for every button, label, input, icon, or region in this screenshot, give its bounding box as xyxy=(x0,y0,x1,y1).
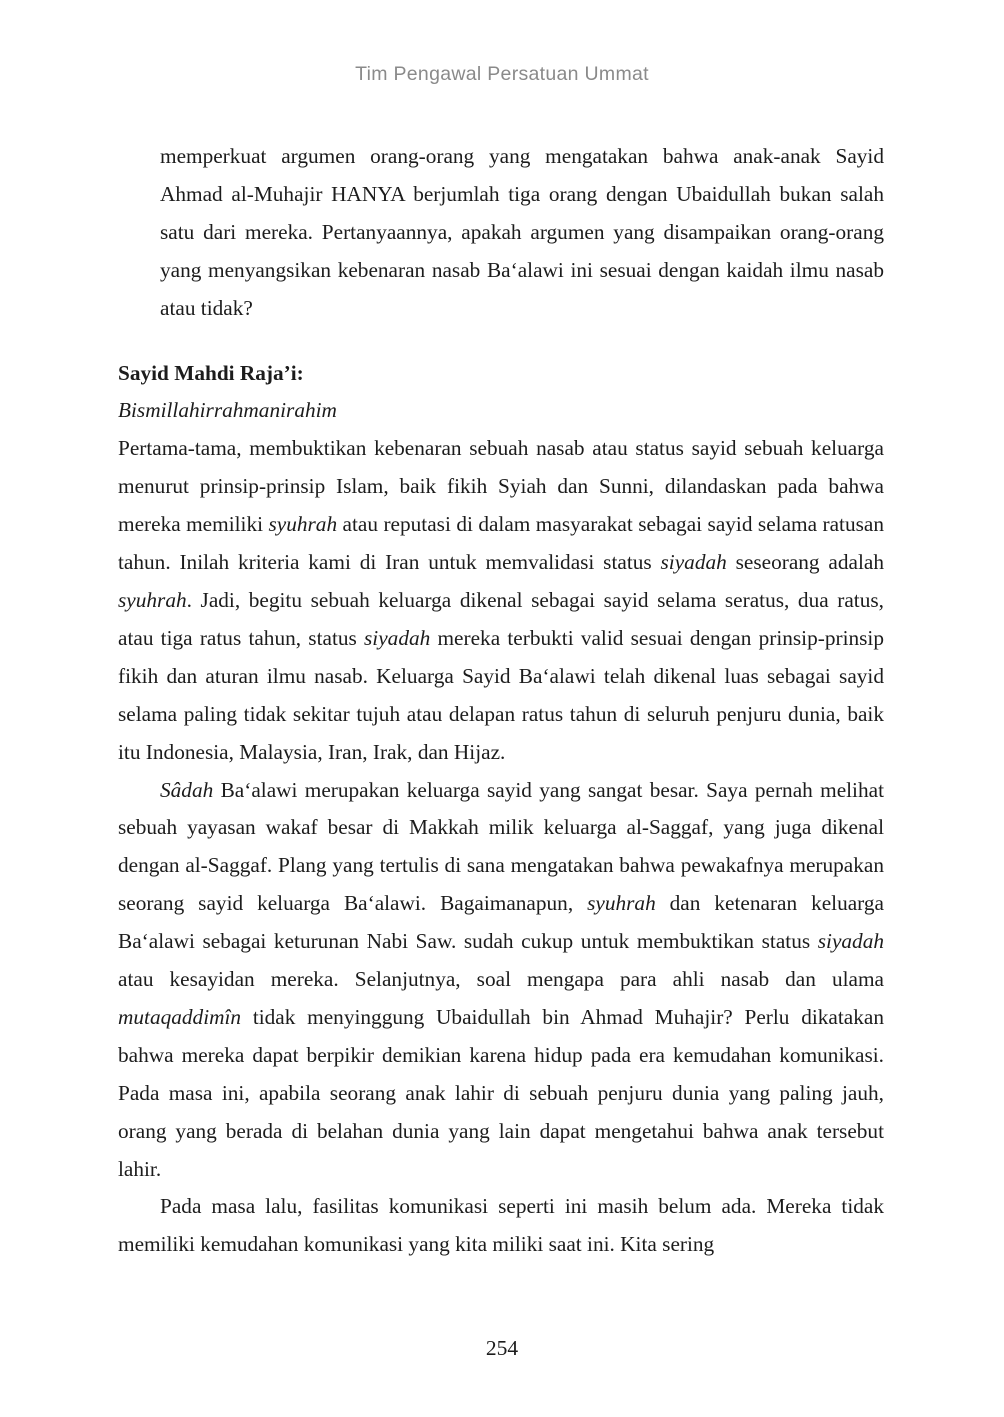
page-number: 254 xyxy=(485,1336,519,1360)
text-column xyxy=(118,138,884,1264)
body-paragraph: Pada masa lalu, fasilitas komunikasi seperti ini masih belum ada. Mereka tidak memiliki kemudahan komunikasi yang kita miliki saat ini. Kita sering xyxy=(118,1194,884,1257)
quote-paragraph: memperkuat argumen orang-orang yang mengatakan bahwa anak-anak Sayid Ahmad al-Muhajir HANYA berjumlah tiga orang dengan Ubaidullah bukan salah satu dari mereka. Pertanyaannya, apakah argumen yang disampaikan orang-orang yang menyangsikan kebenaran nasab Ba‘alawi ini sesuai dengan kaidah ilmu nasab atau tidak? xyxy=(160,144,884,320)
running-header: Tim Pengawal Persatuan Ummat xyxy=(355,63,649,85)
speaker-heading: Sayid Mahdi Raja’i: xyxy=(118,360,304,385)
body-paragraph: Sâdah Ba‘alawi merupakan keluarga sayid yang sangat besar. Saya pernah melihat sebuah yayasan wakaf besar di Makkah milik keluarga al-Saggaf, yang juga dikenal dengan al-Saggaf. Plang yang tertulis di sana mengatakan bahwa pewakafnya merupakan seorang sayid keluarga Ba‘alawi. Bagaimanapun, syuhrah dan ketenaran keluarga Ba‘alawi sebagai keturunan Nabi Saw. sudah cukup untuk membuktikan status siyadah atau kesayidan mereka. Selanjutnya, soal mengapa para ahli nasab dan ulama mutaqaddimîn tidak menyinggung Ubaidullah bin Ahmad Muhajir? Perlu dikatakan bahwa mereka dapat berpikir demikian karena hidup pada era kemudahan komunikasi. Pada masa ini, apabila seorang anak lahir di sebuah penjuru dunia yang paling jauh, orang yang berada di belahan dunia yang lain dapat mengetahui bahwa anak tersebut lahir. xyxy=(118,777,884,1181)
body-paragraph: Pertama-tama, membuktikan kebenaran sebuah nasab atau status sayid sebuah keluarga menurut prinsip-prinsip Islam, baik fikih Syiah dan Sunni, dilandaskan pada bahwa mereka memiliki syuhrah atau reputasi di dalam masyarakat sebagai sayid selama ratusan tahun. Inilah kriteria kami di Iran untuk memvalidasi status siyadah seseorang adalah syuhrah. Jadi, begitu sebuah keluarga dikenal sebagai sayid selama seratus, dua ratus, atau tiga ratus tahun, status siyadah mereka terbukti valid sesuai dengan prinsip-prinsip fikih dan aturan ilmu nasab. Keluarga Sayid Ba‘alawi telah dikenal luas sebagai sayid selama paling tidak sekitar tujuh atau delapan ratus tahun di seluruh penjuru dunia, baik itu Indonesia, Malaysia, Iran, Irak, dan Hijaz. xyxy=(118,436,884,764)
basmala-line: Bismillahirrahmanirahim xyxy=(118,398,337,423)
